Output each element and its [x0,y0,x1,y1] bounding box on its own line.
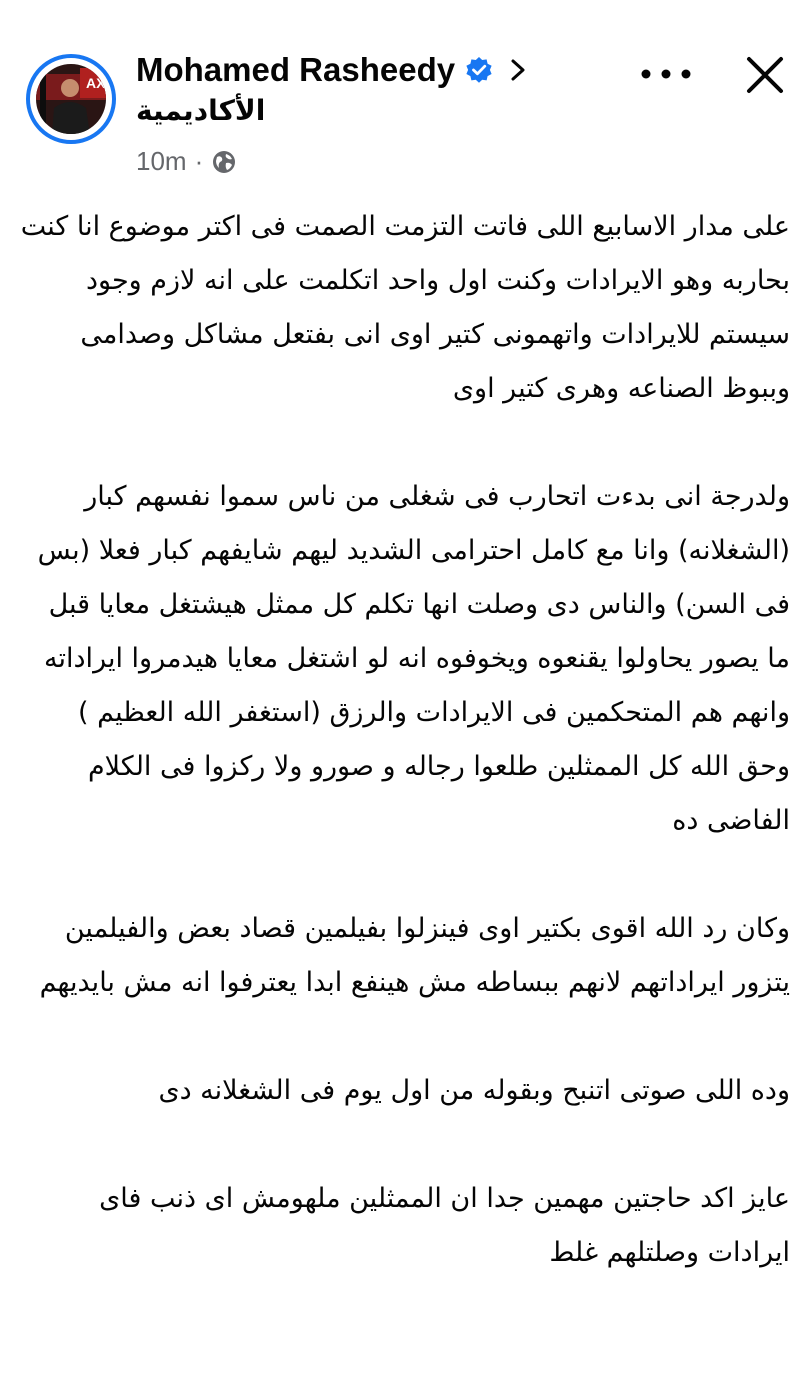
post-body [20,200,790,1280]
post-paragraph: عايز اكد حاجتين مهمين جدا ان الممثلين ملهومش اى ذنب فاى ايرادات وصلتلهم غلط [99,1183,790,1268]
profile-photo [36,64,106,134]
more-options-icon[interactable] [636,60,696,88]
post-paragraph: ولدرجة انى بدءت اتحارب فى شغلى من ناس سموا نفسهم كبار (الشغلانه) وانا مع كامل احترامى الشديد ليهم شايفهم كبار فعلا (بس فى السن) والناس دى وصلت انها تكلم كل ممثل هيشتغل معايا قبل ما يصور يحاولوا يقنعوه ويخوفوه انه لو اشتغل معايا هيدمروا ايراداته وانهم هم المتحكمين فى الايرادات والرزق (استغفر الله العظيم ) [37,481,790,728]
post-paragraph: وده اللى صوتى اتنبح وبقوله من اول يوم فى الشغلانه دى [158,1075,790,1106]
close-icon[interactable] [744,54,786,96]
svg-text:AX: AX [86,75,106,91]
verified-badge-icon [465,56,493,84]
post-paragraph: وحق الله كل الممثلين طلعوا رجاله و صورو ولا ركزوا فى الكلام الفاضى ده [87,751,790,836]
chevron-right-icon[interactable] [507,56,529,84]
post-paragraph: وكان رد الله اقوى بكتير اوى فينزلوا بفيلمين قصاد بعض والفيلمين يتزور ايراداتهم لانهم ببساطه مش هينفع ابدا يعترفوا انه مش بايديهم [39,913,790,998]
post-header [0,0,810,190]
meta-separator: · [194,146,204,176]
post-paragraph: على مدار الاسابيع اللى فاتت التزمت الصمت فى اكتر موضوع انا كنت بحاربه وهو الايرادات وكنت اول واحد اتكلمت على انه لازم وجود سيستم للايرادات واتهمونى كتير اوى انى بفتعل مشاكل وصدامى وببوظ الصناعه وهرى كتير اوى [20,211,790,404]
post-meta [136,146,237,177]
avatar[interactable] [26,54,116,144]
post-time[interactable]: 10m [136,146,187,176]
globe-icon [211,149,237,175]
author-name[interactable]: Mohamed Rasheedy [136,51,456,88]
group-name[interactable]: الأكاديمية [136,94,266,127]
